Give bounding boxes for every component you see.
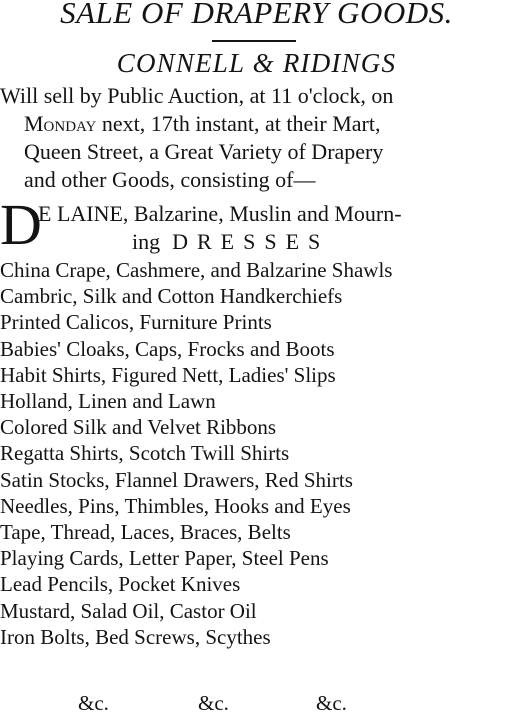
etc-mark: &c. bbox=[78, 691, 109, 715]
first-item-suffix: ing bbox=[132, 229, 161, 254]
headline-divider bbox=[212, 40, 296, 42]
auction-date-place: next, 17th instant, at their Mart, bbox=[96, 111, 381, 136]
list-item: Colored Silk and Velvet Ribbons bbox=[0, 415, 277, 440]
list-item: Needles, Pins, Thimbles, Hooks and Eyes bbox=[0, 493, 351, 518]
auction-day: Monday bbox=[24, 111, 97, 136]
auctioneer-name: CONNELL & RIDINGS bbox=[116, 48, 397, 78]
dresses-word: DRESSES bbox=[172, 229, 330, 254]
list-item: Mustard, Salad Oil, Castor Oil bbox=[0, 598, 257, 623]
list-item: Holland, Linen and Lawn bbox=[0, 389, 216, 414]
list-item: Playing Cards, Letter Paper, Steel Pens bbox=[0, 546, 329, 571]
goods-list bbox=[0, 257, 392, 650]
etc-mark: &c. bbox=[198, 691, 229, 715]
etc-mark: &c. bbox=[316, 691, 347, 715]
list-item: Babies' Cloaks, Caps, Frocks and Boots bbox=[0, 336, 335, 361]
intro-line-4: and other Goods, consisting of— bbox=[24, 167, 316, 192]
drop-cap-letter: D bbox=[0, 192, 42, 257]
list-item: Tape, Thread, Laces, Braces, Belts bbox=[0, 520, 291, 545]
list-item: Lead Pencils, Pocket Knives bbox=[0, 572, 241, 597]
list-item: Regatta Shirts, Scotch Twill Shirts bbox=[0, 441, 290, 466]
list-item: Iron Bolts, Bed Screws, Scythes bbox=[0, 624, 271, 649]
ad-headline: SALE OF DRAPERY GOODS. bbox=[60, 0, 453, 30]
first-item-line-2 bbox=[132, 228, 329, 256]
list-item: Printed Calicos, Furniture Prints bbox=[0, 310, 272, 335]
list-item: Cambric, Silk and Cotton Handkerchiefs bbox=[0, 284, 343, 309]
list-item: Satin Stocks, Flannel Drawers, Red Shirts bbox=[0, 467, 353, 492]
intro-line-1: Will sell by Public Auction, at 11 o'clock, on bbox=[0, 83, 394, 108]
intro-line-3: Queen Street, a Great Variety of Drapery bbox=[24, 139, 384, 164]
intro-line-2 bbox=[24, 110, 380, 138]
list-item: China Crape, Cashmere, and Balzarine Shawls bbox=[0, 258, 393, 282]
first-item-line-1: E LAINE, Balzarine, Muslin and Mourn- bbox=[38, 201, 402, 226]
list-item: Habit Shirts, Figured Nett, Ladies' Slips bbox=[0, 362, 336, 387]
